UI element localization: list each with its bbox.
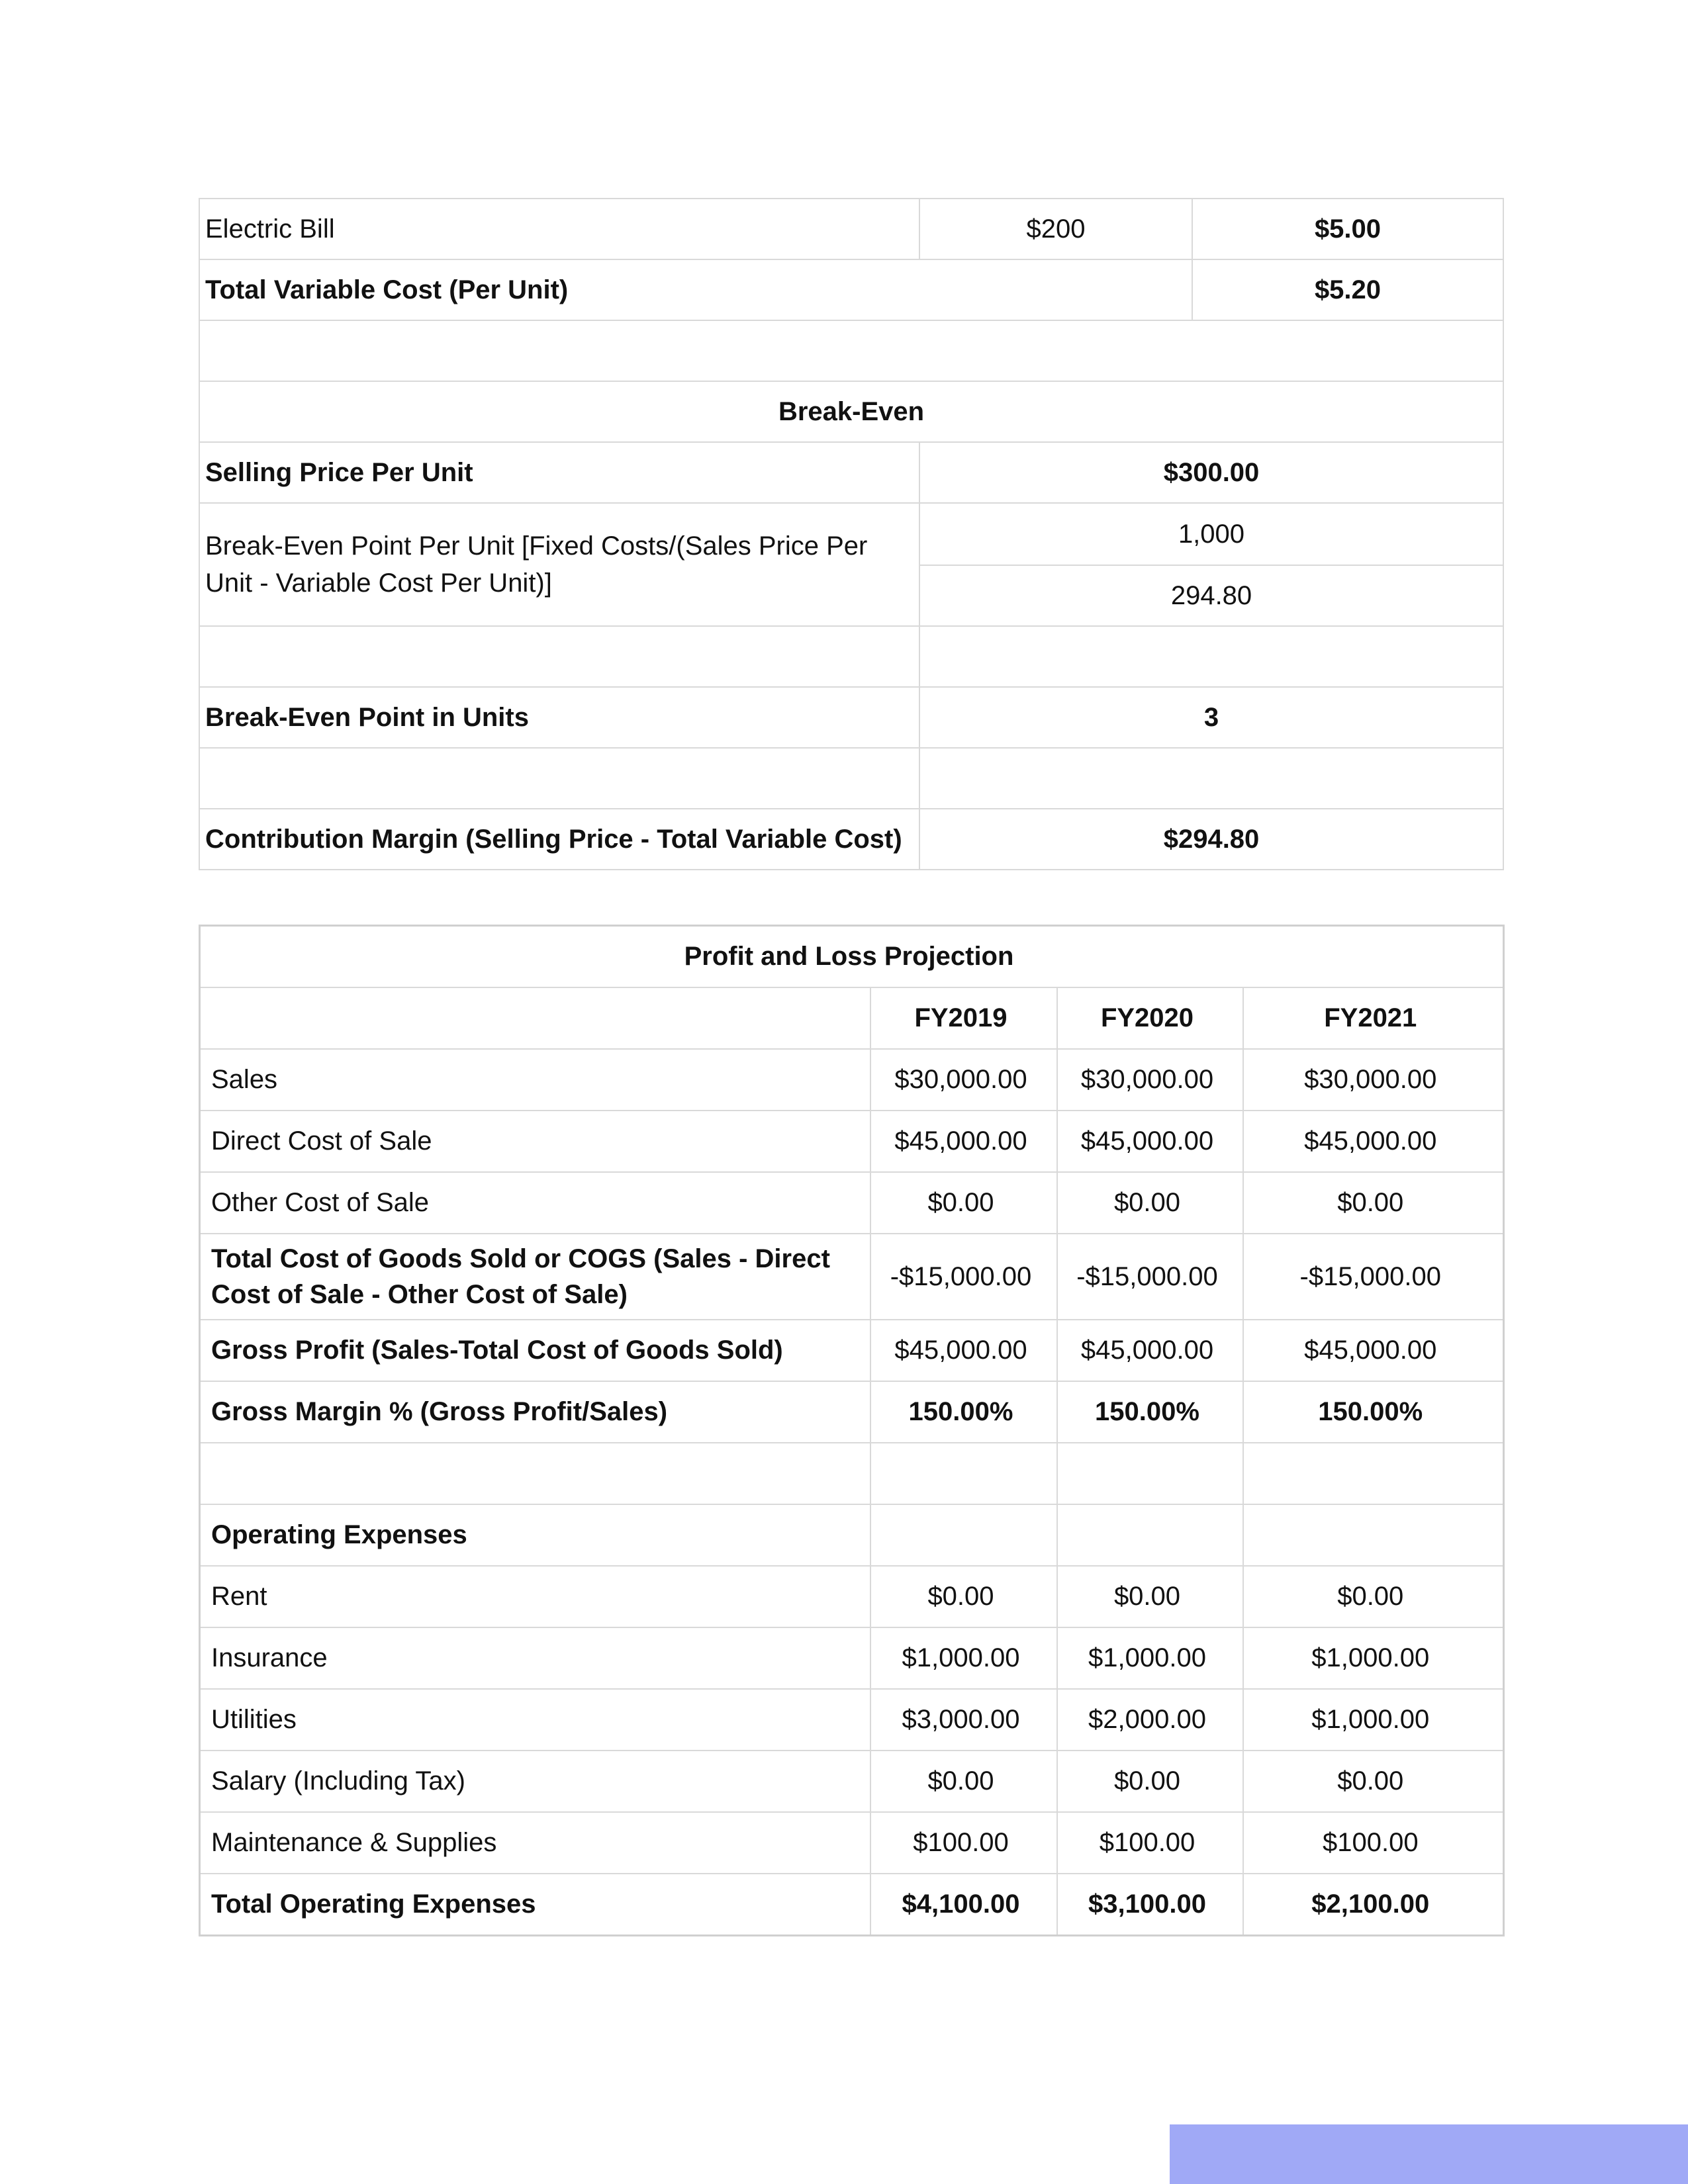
row-value: $1,000.00 xyxy=(870,1627,1057,1689)
spacer-row xyxy=(199,320,1503,381)
contribution-margin-value: $294.80 xyxy=(919,809,1503,870)
contribution-margin-row xyxy=(199,809,1503,870)
row-value: -$15,000.00 xyxy=(1057,1234,1243,1320)
row-value: $100.00 xyxy=(1057,1812,1243,1874)
row-value: $0.00 xyxy=(1057,1172,1243,1234)
row-value: $0.00 xyxy=(1057,1566,1243,1627)
row-label: Direct Cost of Sale xyxy=(200,1111,870,1172)
row-value: $30,000.00 xyxy=(1057,1049,1243,1111)
pl-row-gross-profit xyxy=(200,1320,1504,1381)
pl-row-sales xyxy=(200,1049,1504,1111)
row-value: 150.00% xyxy=(1243,1381,1504,1443)
row-value: $1,000.00 xyxy=(1243,1689,1504,1751)
row-value: $2,100.00 xyxy=(1243,1874,1504,1936)
row-value: $4,100.00 xyxy=(870,1874,1057,1936)
row-value: $3,100.00 xyxy=(1057,1874,1243,1936)
break-even-units-value: 3 xyxy=(919,687,1503,748)
row-value: $45,000.00 xyxy=(1057,1320,1243,1381)
profit-loss-table xyxy=(199,925,1505,1936)
break-even-table xyxy=(199,198,1504,870)
selling-price-label: Selling Price Per Unit xyxy=(199,442,919,503)
break-even-per-unit-label: Break-Even Point Per Unit [Fixed Costs/(Sales Price Per Unit - Variable Cost Per Unit)] xyxy=(199,503,919,626)
row-value: $0.00 xyxy=(1243,1566,1504,1627)
total-variable-value: $5.20 xyxy=(1192,259,1503,320)
row-value: $100.00 xyxy=(870,1812,1057,1874)
row-label: Rent xyxy=(200,1566,870,1627)
row-value: $2,000.00 xyxy=(1057,1689,1243,1751)
row-label: Other Cost of Sale xyxy=(200,1172,870,1234)
operating-expenses-header-row xyxy=(200,1504,1504,1566)
row-label: Total Cost of Goods Sold or COGS (Sales - Direct Cost of Sale - Other Cost of Sale) xyxy=(200,1234,870,1320)
row-label: Gross Profit (Sales-Total Cost of Goods Sold) xyxy=(200,1320,870,1381)
row-value: $0.00 xyxy=(1057,1751,1243,1812)
year-header: FY2019 xyxy=(870,987,1057,1049)
row-value: $0.00 xyxy=(870,1566,1057,1627)
spacer-row xyxy=(199,626,1503,687)
selling-price-value: $300.00 xyxy=(919,442,1503,503)
year-header: FY2021 xyxy=(1243,987,1504,1049)
row-label: Insurance xyxy=(200,1627,870,1689)
row-value: 150.00% xyxy=(870,1381,1057,1443)
corner-decoration xyxy=(1170,2124,1688,2184)
pl-row-other-cost xyxy=(200,1172,1504,1234)
pl-year-header-row xyxy=(200,987,1504,1049)
row-value: $0.00 xyxy=(870,1751,1057,1812)
pl-row-cogs xyxy=(200,1234,1504,1320)
break-even-per-unit-value-2: 294.80 xyxy=(920,565,1503,625)
break-even-header-row xyxy=(199,381,1503,442)
spacer-row xyxy=(199,748,1503,809)
expense-row-insurance xyxy=(200,1627,1504,1689)
electric-bill-row xyxy=(199,199,1503,259)
row-label: Salary (Including Tax) xyxy=(200,1751,870,1812)
row-value: $0.00 xyxy=(870,1172,1057,1234)
row-value: $45,000.00 xyxy=(1243,1111,1504,1172)
pl-title-row xyxy=(200,926,1504,988)
row-value: $0.00 xyxy=(1243,1751,1504,1812)
selling-price-row xyxy=(199,442,1503,503)
electric-bill-label: Electric Bill xyxy=(199,199,919,259)
row-value: -$15,000.00 xyxy=(1243,1234,1504,1320)
row-label: Gross Margin % (Gross Profit/Sales) xyxy=(200,1381,870,1443)
electric-bill-amount: $200 xyxy=(919,199,1192,259)
expense-row-salary xyxy=(200,1751,1504,1812)
row-value: -$15,000.00 xyxy=(870,1234,1057,1320)
row-value: $1,000.00 xyxy=(1057,1627,1243,1689)
electric-bill-per-unit: $5.00 xyxy=(1192,199,1503,259)
pl-row-direct-cost xyxy=(200,1111,1504,1172)
pl-title: Profit and Loss Projection xyxy=(200,926,1504,988)
row-value: 150.00% xyxy=(1057,1381,1243,1443)
row-value: $45,000.00 xyxy=(870,1320,1057,1381)
break-even-per-unit-row xyxy=(199,503,1503,626)
expense-row-maintenance xyxy=(200,1812,1504,1874)
row-value: $45,000.00 xyxy=(1057,1111,1243,1172)
row-value: $0.00 xyxy=(1243,1172,1504,1234)
total-variable-label: Total Variable Cost (Per Unit) xyxy=(199,259,1192,320)
row-label: Sales xyxy=(200,1049,870,1111)
total-variable-row xyxy=(199,259,1503,320)
expense-row-utilities xyxy=(200,1689,1504,1751)
operating-expenses-title: Operating Expenses xyxy=(200,1504,870,1566)
row-label: Utilities xyxy=(200,1689,870,1751)
row-value: $1,000.00 xyxy=(1243,1627,1504,1689)
break-even-units-row xyxy=(199,687,1503,748)
row-value: $30,000.00 xyxy=(1243,1049,1504,1111)
break-even-units-label: Break-Even Point in Units xyxy=(199,687,919,748)
row-value: $100.00 xyxy=(1243,1812,1504,1874)
expense-row-rent xyxy=(200,1566,1504,1627)
total-operating-row xyxy=(200,1874,1504,1936)
row-value: $45,000.00 xyxy=(1243,1320,1504,1381)
spacer-row xyxy=(200,1443,1504,1504)
row-value: $3,000.00 xyxy=(870,1689,1057,1751)
row-value: $30,000.00 xyxy=(870,1049,1057,1111)
year-header: FY2020 xyxy=(1057,987,1243,1049)
break-even-per-unit-value-1: 1,000 xyxy=(1178,520,1245,549)
break-even-title: Break-Even xyxy=(199,381,1503,442)
contribution-margin-label: Contribution Margin (Selling Price - Total Variable Cost) xyxy=(199,809,919,870)
pl-row-gross-margin xyxy=(200,1381,1504,1443)
row-value: $45,000.00 xyxy=(870,1111,1057,1172)
row-label: Maintenance & Supplies xyxy=(200,1812,870,1874)
row-label: Total Operating Expenses xyxy=(200,1874,870,1936)
